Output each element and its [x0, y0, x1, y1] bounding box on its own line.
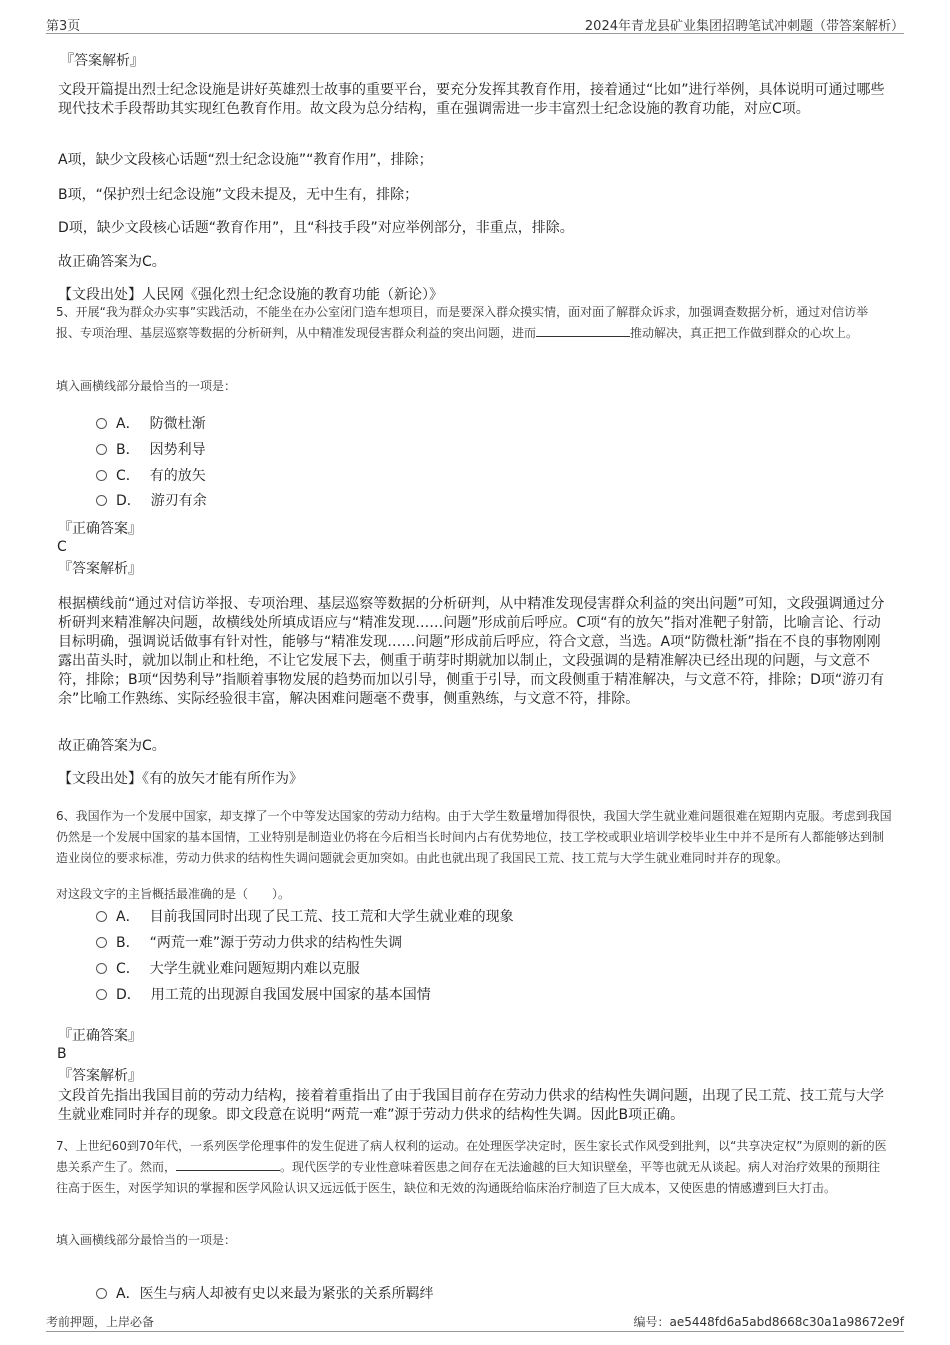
q6-stem: 6、我国作为一个发展中国家，却支撑了一个中等发达国家的劳动力结构。由于大学生数量增加得很快，我国大学生就业难问题很难在短期内克服。考虑到我国仍然是一个发展中国家的基本国情，工业特别是制造业仍将在今后相当长时间内占有优势地位，技工学校或职业培训学校毕业生中并不是所有人都能够达到制造业岗位的要求标准，劳动力供求的结构性失调问题就会更加突如。由此也就出现了我国民工荒、技工荒与大学生就业难同时并存的现象。 [56, 809, 892, 865]
q5-fill-blank [536, 324, 630, 337]
q5-source: 【文段出处】《有的放矢才能有所作为》 [58, 771, 303, 787]
q4-conclusion: 故正确答案为C。 [58, 254, 166, 270]
q4-option-b-explanation: B项，“保护烈士纪念设施”文段未提及，无中生有，排除； [58, 187, 419, 203]
radio-icon[interactable] [96, 937, 107, 948]
q6-answer: B [57, 1046, 67, 1062]
q7-option-a[interactable]: A．医生与病人却被有史以来最为紧张的关系所羁绊 [96, 1284, 434, 1304]
q4-analysis-text: 文段开篇提出烈士纪念设施是讲好英雄烈士故事的重要平台，要充分发挥其教育作用，接着通过“比如”进行举例，具体说明可通过哪些现代技术手段帮助其实现红色教育作用。故文段为总分结构，重在强调需进一步丰富烈士纪念设施的教育功能，对应C项。 [58, 82, 885, 117]
footer-document-code: 编号：ae5448fd6a5abd8668c30a1a98672e9f [633, 1315, 904, 1329]
radio-icon[interactable] [96, 1288, 107, 1299]
radio-icon[interactable] [96, 495, 107, 506]
q5-conclusion: 故正确答案为C。 [58, 738, 166, 754]
radio-icon[interactable] [96, 963, 107, 974]
q6-prompt: 对这段文字的主旨概括最准确的是（ ）。 [56, 887, 291, 901]
q4-analysis-label: 『答案解析』 [60, 53, 144, 69]
q7-fill-blank [176, 1158, 280, 1171]
document-title: 2024年青龙县矿业集团招聘笔试冲刺题（带答案解析） [584, 19, 904, 34]
q6-option-d[interactable]: D． 用工荒的出现源自我国发展中国家的基本国情 [96, 985, 431, 1005]
page-number: 第3页 [46, 19, 81, 34]
q7-prompt: 填入画横线部分最恰当的一项是： [56, 1233, 237, 1247]
q5-analysis-label: 『答案解析』 [58, 561, 142, 577]
radio-icon[interactable] [96, 911, 107, 922]
radio-icon[interactable] [96, 470, 107, 481]
header-divider [46, 33, 904, 34]
q4-option-d-explanation: D项，缺少文段核心话题“教育作用”，且“科技手段”对应举例部分，非重点，排除。 [58, 220, 574, 236]
q5-stem: 5、开展“我为群众办实事”实践活动，不能坐在办公室闭门造车想项目，而是要深入群众摸实情，面对面了解群众诉求，加强调查数据分析，通过对信访举报、专项治理、基层巡察等数据的分析研判，从中精准发现侵害群众利益的突出问题，进而 推动解决，真正把工作做到群众的心坎上。 [56, 305, 869, 340]
radio-icon[interactable] [96, 444, 107, 455]
q4-option-a-explanation: A项，缺少文段核心话题“烈士纪念设施”“教育作用”，排除； [58, 152, 433, 168]
footer-divider [46, 1331, 904, 1332]
q6-option-c[interactable]: C． 大学生就业难问题短期内难以克服 [96, 959, 360, 979]
q6-analysis-label: 『答案解析』 [58, 1068, 142, 1084]
q6-option-b[interactable]: B． “两荒一难”源于劳动力供求的结构性失调 [96, 933, 402, 953]
radio-icon[interactable] [96, 989, 107, 1000]
q6-answer-label: 『正确答案』 [58, 1028, 142, 1044]
q5-option-b[interactable]: B． 因势利导 [96, 440, 206, 460]
q5-prompt: 填入画横线部分最恰当的一项是： [56, 379, 237, 393]
q5-option-d[interactable]: D． 游刃有余 [96, 491, 207, 511]
q4-source: 【文段出处】人民网《强化烈士纪念设施的教育功能（新论）》 [58, 287, 443, 303]
q5-option-a[interactable]: A． 防微杜渐 [96, 414, 206, 434]
q5-option-c[interactable]: C． 有的放矢 [96, 466, 206, 486]
q5-answer-label: 『正确答案』 [58, 521, 142, 537]
radio-icon[interactable] [96, 418, 107, 429]
q5-analysis-text: 根据横线前“通过对信访举报、专项治理、基层巡察等数据的分析研判，从中精准发现侵害群众利益的突出问题”可知，文段强调通过分析研判来精准解决问题，故横线处所填成语应与“精准发现……问题”形成前后呼应。C项“有的放矢”指对准靶子射箭，比喻言论、行动目标明确，强调说话做事有针对性，能够与“精准发现……问题”形成前后呼应，符合文意，当选。A项“防微杜渐”指在不良的事物刚刚露出苗头时，就加以制止和杜绝，不让它发展下去，侧重于萌芽时期就加以制止，文段强调的是精准解决已经出现的问题，与文意不符，排除；B项“因势利导”指顺着事物发展的趋势而加以引导，侧重于引导，而文段侧重于精准解决，与文意不符，排除；D项“游刃有余”比喻工作熟练、实际经验很丰富，解决困难问题毫不费事，侧重熟练，与文意不符，排除。 [58, 596, 885, 707]
q7-stem: 7、上世纪60到70年代，一系列医学伦理事件的发生促进了病人权利的运动。在处理医学决定时，医生家长式作风受到批判，以“共享决定权”为原则的新的医患关系产生了。然而， 。现代医学的专业性意味着医患之间存在无法逾越的巨大知识壁垒，平等也就无从谈起。病人对治疗效果的预期往往高于医生，对医学知识的掌握和医学风险认识又远远低于医生，缺位和无效的沟通既给临床治疗制造了巨大成本，又使医患的情感遭到巨大打击。 [56, 1139, 887, 1195]
q6-option-a[interactable]: A． 目前我国同时出现了民工荒、技工荒和大学生就业难的现象 [96, 907, 514, 927]
q6-analysis-text: 文段首先指出我国目前的劳动力结构，接着着重指出了由于我国目前存在劳动力供求的结构性失调问题，出现了民工荒、技工荒与大学生就业难同时并存的现象。即文段意在说明“两荒一难”源于劳动力供求的结构性失调。因此B项正确。 [58, 1088, 884, 1123]
footer-slogan: 考前押题，上岸必备 [46, 1315, 155, 1329]
q5-answer: C [57, 539, 67, 555]
